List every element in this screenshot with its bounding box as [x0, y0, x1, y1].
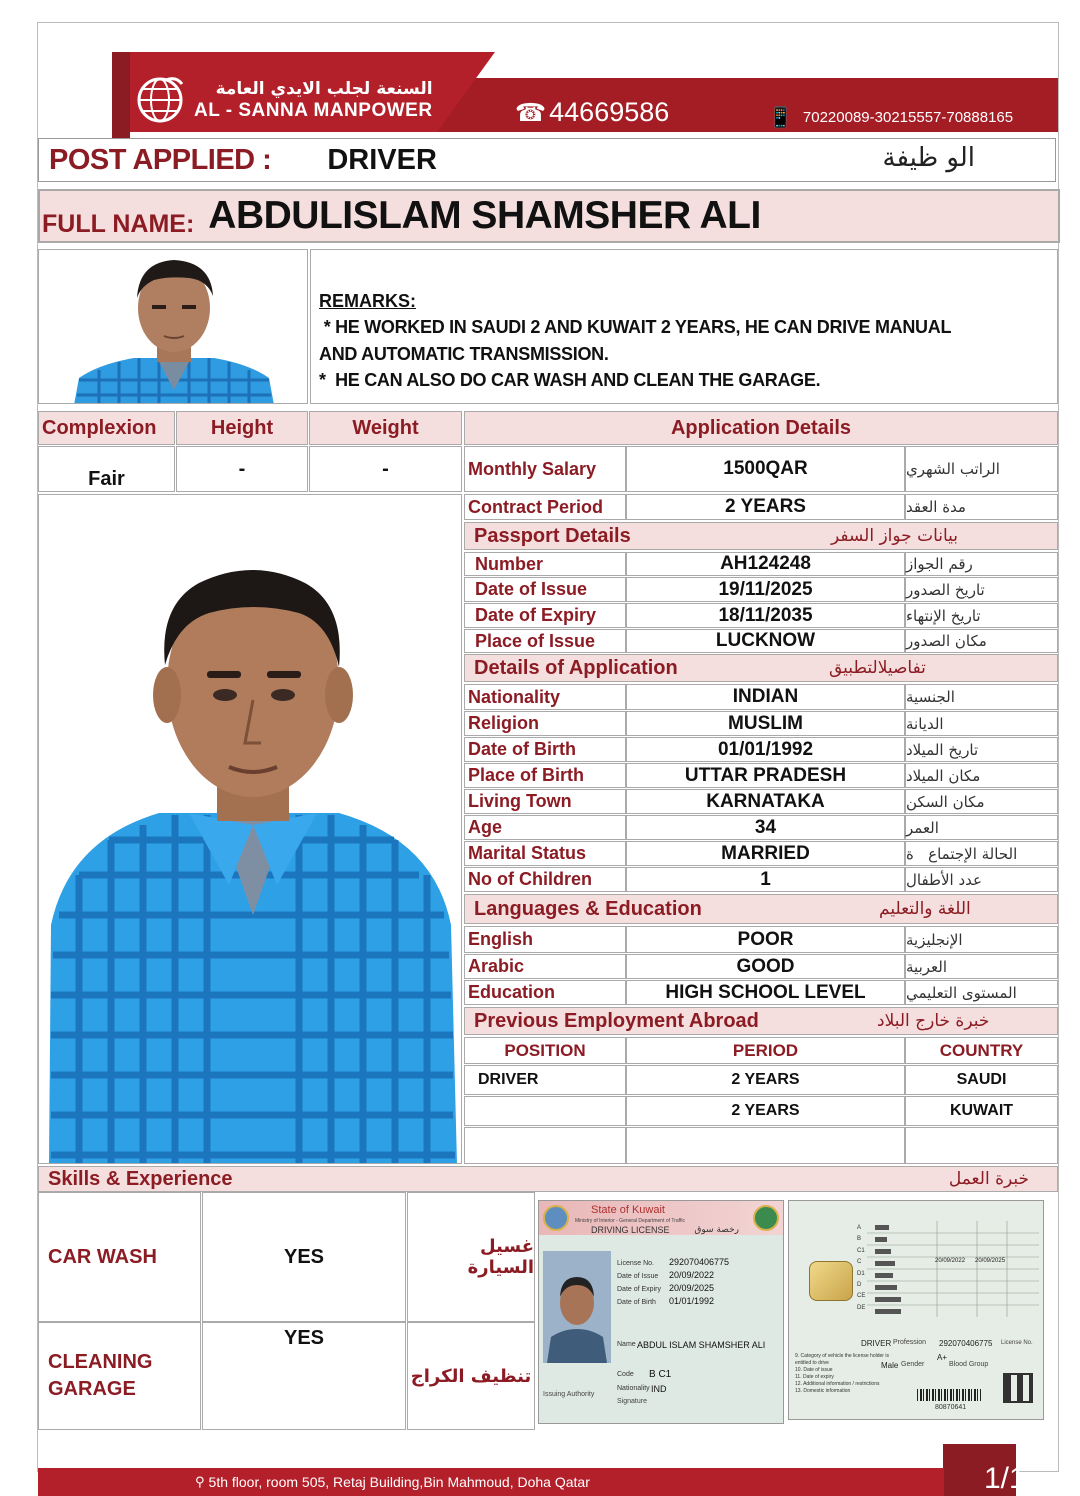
license-category-grid — [867, 1221, 1039, 1317]
contract-period-label-ar: مدة العقد — [905, 494, 1058, 520]
skill-car-wash-text: CAR WASH — [48, 1245, 157, 1268]
english-label: English — [464, 926, 626, 953]
license-note: 13. Domestic information — [795, 1388, 851, 1394]
license-gender-label: Gender — [901, 1361, 925, 1368]
skills-title-ar: خبرة العمل — [948, 1169, 1029, 1189]
complexion-value: Fair — [38, 446, 175, 492]
employment-period — [626, 1127, 905, 1164]
employment-position — [464, 1127, 626, 1164]
license-expiry-label: Date of Expiry — [617, 1286, 661, 1293]
full-name-value: ABDULISLAM SHAMSHER ALI — [208, 194, 761, 237]
monthly-salary-value: 1500QAR — [626, 446, 905, 492]
weight-header: Weight — [309, 411, 462, 445]
license-category: CE — [857, 1293, 866, 1300]
telephone-icon: ☎ — [515, 98, 547, 127]
nationality-label: Nationality — [464, 684, 626, 710]
arabic-label-ar: العربية — [905, 954, 1058, 979]
license-title: DRIVING LICENSE — [591, 1225, 670, 1235]
license-nationality-value: IND — [651, 1384, 667, 1394]
employment-position: DRIVER — [464, 1065, 626, 1095]
license-no-value: 292070406775 — [669, 1257, 730, 1267]
height-value: - — [176, 446, 308, 492]
skills-title: Skills & Experience — [48, 1167, 233, 1190]
license-profession-label: Profession — [893, 1339, 927, 1346]
marital-status-row — [464, 841, 1058, 866]
license-authority-label: Issuing Authority — [543, 1391, 595, 1398]
passport-number-row — [464, 552, 1058, 576]
skill-cleaning-garage-line-2: GARAGE — [48, 1378, 136, 1400]
license-category: DE — [857, 1304, 866, 1311]
arabic-label: Arabic — [464, 954, 626, 979]
license-category: B — [857, 1236, 862, 1243]
passport-details-header — [464, 522, 1058, 550]
passport-number-value: AH124248 — [626, 552, 905, 576]
skill-cleaning-garage-line-1: CLEANING — [48, 1351, 153, 1373]
passport-issue-label: Date of Issue — [464, 577, 626, 602]
education-label-ar: المستوى التعليمي — [905, 980, 1058, 1005]
passport-details-title-ar: بيانات جواز السفر — [831, 526, 959, 546]
contract-period-label: Contract Period — [464, 494, 626, 520]
passport-details-title: Passport Details — [474, 524, 631, 547]
english-row — [464, 926, 1058, 953]
location-pin-icon: ⚲ — [195, 1474, 205, 1490]
passport-number-label-ar: رقم الجواز — [905, 552, 1058, 576]
passport-place-value: LUCKNOW — [626, 629, 905, 653]
passport-place-label-ar: مكان الصدور — [905, 629, 1058, 653]
passport-expiry-label-ar: تاريخ الإنتهاء — [905, 603, 1058, 628]
company-logo — [136, 76, 433, 124]
full-name-row — [38, 189, 1060, 243]
passport-expiry-value: 18/11/2035 — [626, 603, 905, 628]
license-code-label: Code — [617, 1371, 634, 1378]
monthly-salary-label-ar: الراتب الشهري — [905, 446, 1058, 492]
license-category: D — [857, 1282, 862, 1289]
age-value: 34 — [626, 815, 905, 840]
license-category: D1 — [857, 1270, 865, 1277]
living-town-value: KARNATAKA — [626, 789, 905, 814]
license-note: 12. Additional information / restrictions — [795, 1381, 880, 1387]
license-title-ar: رخصة سوق — [694, 1225, 739, 1235]
chip-icon — [809, 1261, 853, 1301]
languages-title: Languages & Education — [474, 897, 702, 920]
children-row — [464, 867, 1058, 892]
license-photo — [543, 1251, 611, 1363]
skill-cleaning-garage-value: YES — [202, 1322, 406, 1430]
employment-col-period: PERIOD — [626, 1037, 905, 1064]
remarks-line-1: * HE WORKED IN SAUDI 2 AND KUWAIT 2 YEARS, HE CAN DRIVE MANUAL — [319, 317, 952, 337]
skill-car-wash-label-ar: غسيل السيارة — [407, 1192, 535, 1322]
complexion-header: Complexion — [38, 411, 175, 445]
employment-position — [464, 1096, 626, 1126]
contract-period-row — [464, 494, 1058, 520]
license-birth-value: 01/01/1992 — [669, 1296, 715, 1306]
passport-issue-row — [464, 577, 1058, 602]
license-gender-value: Male — [881, 1361, 899, 1370]
full-name-label: FULL NAME: — [42, 209, 195, 238]
license-blood-value: A+ — [937, 1353, 948, 1362]
passport-number-label: Number — [464, 552, 626, 576]
place-of-birth-label: Place of Birth — [464, 763, 626, 788]
place-of-birth-label-ar: مكان الميلاد — [905, 763, 1058, 788]
remarks-line-2: AND AUTOMATIC TRANSMISSION. — [319, 343, 609, 364]
skill-car-wash-label — [38, 1192, 201, 1322]
education-label: Education — [464, 980, 626, 1005]
date-of-birth-value: 01/01/1992 — [626, 737, 905, 762]
mobile-icon: 📱 — [768, 105, 793, 129]
religion-row — [464, 711, 1058, 736]
languages-title-ar: اللغة والتعليم — [879, 899, 971, 919]
religion-value: MUSLIM — [626, 711, 905, 736]
passport-expiry-row — [464, 603, 1058, 628]
employment-col-country: COUNTRY — [905, 1037, 1058, 1064]
license-issue-label: Date of Issue — [617, 1273, 659, 1280]
barcode-icon — [917, 1389, 981, 1401]
place-of-birth-value: UTTAR PRADESH — [626, 763, 905, 788]
age-label: Age — [464, 815, 626, 840]
candidate-photo-small — [38, 249, 308, 404]
skill-cleaning-garage-label-ar: تنظيف الكراج — [407, 1322, 535, 1430]
candidate-photo-large — [38, 494, 462, 1164]
qr-code-icon — [1003, 1373, 1033, 1403]
passport-place-label: Place of Issue — [464, 629, 626, 653]
details-of-application-title: Details of Application — [474, 656, 678, 679]
license-code-value: B C1 — [649, 1369, 672, 1380]
license-note: 11. Date of expiry — [795, 1374, 834, 1380]
living-town-label-ar: مكان السكن — [905, 789, 1058, 814]
contract-period-value: 2 YEARS — [626, 494, 905, 520]
english-label-ar: الإنجليزية — [905, 926, 1058, 953]
license-name-label: Name — [617, 1341, 636, 1348]
passport-issue-value: 19/11/2025 — [626, 577, 905, 602]
age-label-ar: العمر — [905, 815, 1058, 840]
company-name-en: AL - SANNA MANPOWER — [194, 100, 433, 121]
license-state: State of Kuwait — [591, 1204, 665, 1216]
education-row — [464, 980, 1058, 1005]
skill-cleaning-garage-label — [38, 1322, 201, 1430]
employment-title-ar: خبرة خارج البلاد — [877, 1011, 990, 1031]
nationality-row — [464, 684, 1058, 710]
mobile-block — [768, 105, 1013, 129]
nationality-value: INDIAN — [626, 684, 905, 710]
license-category: C1 — [857, 1247, 865, 1254]
arabic-row — [464, 954, 1058, 979]
passport-expiry-label: Date of Expiry — [464, 603, 626, 628]
license-name-value: ABDUL ISLAM SHAMSHER ALI — [637, 1340, 766, 1350]
license-birth-label: Date of Birth — [617, 1299, 656, 1306]
traffic-emblem-icon — [753, 1205, 779, 1231]
date-of-birth-label: Date of Birth — [464, 737, 626, 762]
license-category: C — [857, 1259, 862, 1266]
marital-status-value: MARRIED — [626, 841, 905, 866]
remarks-line-3: * HE CAN ALSO DO CAR WASH AND CLEAN THE GARAGE. — [319, 370, 821, 390]
age-row — [464, 815, 1058, 840]
skills-header — [38, 1166, 1058, 1192]
employment-columns — [464, 1037, 1058, 1064]
date-of-birth-row — [464, 737, 1058, 762]
living-town-label: Living Town — [464, 789, 626, 814]
remarks-box — [310, 249, 1058, 404]
living-town-row — [464, 789, 1058, 814]
marital-status-label-ar: الحالة الإجتماع ة — [905, 841, 1058, 866]
post-applied-value: DRIVER — [327, 143, 437, 176]
license-profession-value: DRIVER — [861, 1339, 892, 1348]
nationality-label-ar: الجنسية — [905, 684, 1058, 710]
passport-place-row — [464, 629, 1058, 653]
license-back-date-2: 20/09/2025 — [975, 1258, 1006, 1264]
employment-country: SAUDI — [905, 1065, 1058, 1095]
monthly-salary-label: Monthly Salary — [464, 446, 626, 492]
license-back-no-value: 292070406775 — [939, 1339, 993, 1348]
skill-car-wash-value: YES — [202, 1192, 406, 1322]
application-details-table — [464, 446, 1058, 1166]
height-header: Height — [176, 411, 308, 445]
mobile-numbers: 70220089-30215557-70888165 — [802, 108, 1014, 126]
arabic-value: GOOD — [626, 954, 905, 979]
employment-period: 2 YEARS — [626, 1096, 905, 1126]
footer-address: 5th floor, room 505, Retaj Building,Bin Mahmoud, Doha Qatar — [208, 1474, 590, 1490]
employment-row — [464, 1127, 1058, 1164]
license-note: 9. Category of vehicle the license holder is entitled to drive — [795, 1353, 889, 1366]
phone-number: 44669586 — [549, 97, 670, 127]
license-ministry: Ministry of Interior - General Department of Traffic — [575, 1218, 685, 1224]
kuwait-emblem-icon — [543, 1205, 569, 1231]
post-applied-label: POST APPLIED : — [49, 143, 272, 176]
post-applied-row — [38, 138, 1056, 182]
license-no-label: License No. — [617, 1260, 654, 1267]
license-note: 10. Date of issue — [795, 1367, 833, 1373]
employment-header — [464, 1007, 1058, 1035]
license-expiry-value: 20/09/2025 — [669, 1283, 715, 1293]
children-label: No of Children — [464, 867, 626, 892]
employment-row — [464, 1065, 1058, 1095]
monthly-salary-row — [464, 446, 1058, 492]
driving-license-back — [788, 1200, 1044, 1420]
employment-country: KUWAIT — [905, 1096, 1058, 1126]
page-number: 1/1 — [984, 1462, 1026, 1495]
license-nationality-label: Nationality — [617, 1385, 650, 1392]
license-serial: 80870641 — [935, 1404, 967, 1411]
license-blood-label: Blood Group — [949, 1361, 989, 1368]
employment-country — [905, 1127, 1058, 1164]
date-of-birth-label-ar: تاريخ الميلاد — [905, 737, 1058, 762]
passport-issue-label-ar: تاريخ الصدور — [905, 577, 1058, 602]
license-issue-value: 20/09/2022 — [669, 1270, 715, 1280]
details-of-application-header — [464, 654, 1058, 682]
application-details-header: Application Details — [464, 411, 1058, 445]
education-value: HIGH SCHOOL LEVEL — [626, 980, 905, 1005]
employment-col-position: POSITION — [464, 1037, 626, 1064]
place-of-birth-row — [464, 763, 1058, 788]
license-category: A — [857, 1225, 862, 1231]
license-signature-label: Signature — [617, 1398, 647, 1405]
post-applied-label-ar: الو ظيفة — [882, 143, 975, 173]
globe-icon — [136, 76, 184, 124]
employment-row — [464, 1096, 1058, 1126]
employment-title: Previous Employment Abroad — [474, 1009, 759, 1032]
phone-block — [515, 97, 669, 128]
license-back-no-label: License No. — [1001, 1340, 1033, 1346]
religion-label-ar: الديانة — [905, 711, 1058, 736]
languages-header — [464, 894, 1058, 924]
license-back-date-1: 20/09/2022 — [935, 1258, 966, 1264]
details-of-application-title-ar: تفاصيلالتطبيق — [829, 658, 926, 678]
religion-label: Religion — [464, 711, 626, 736]
marital-status-label: Marital Status — [464, 841, 626, 866]
footer-address-block — [195, 1474, 590, 1490]
company-name-ar: السنعة لجلب الايدي العامة — [215, 79, 433, 99]
driving-license-front — [538, 1200, 784, 1424]
children-value: 1 — [626, 867, 905, 892]
english-value: POOR — [626, 926, 905, 953]
weight-value: - — [309, 446, 462, 492]
remarks-title: REMARKS: — [319, 291, 416, 311]
employment-period: 2 YEARS — [626, 1065, 905, 1095]
children-label-ar: عدد الأطفال — [905, 867, 1058, 892]
